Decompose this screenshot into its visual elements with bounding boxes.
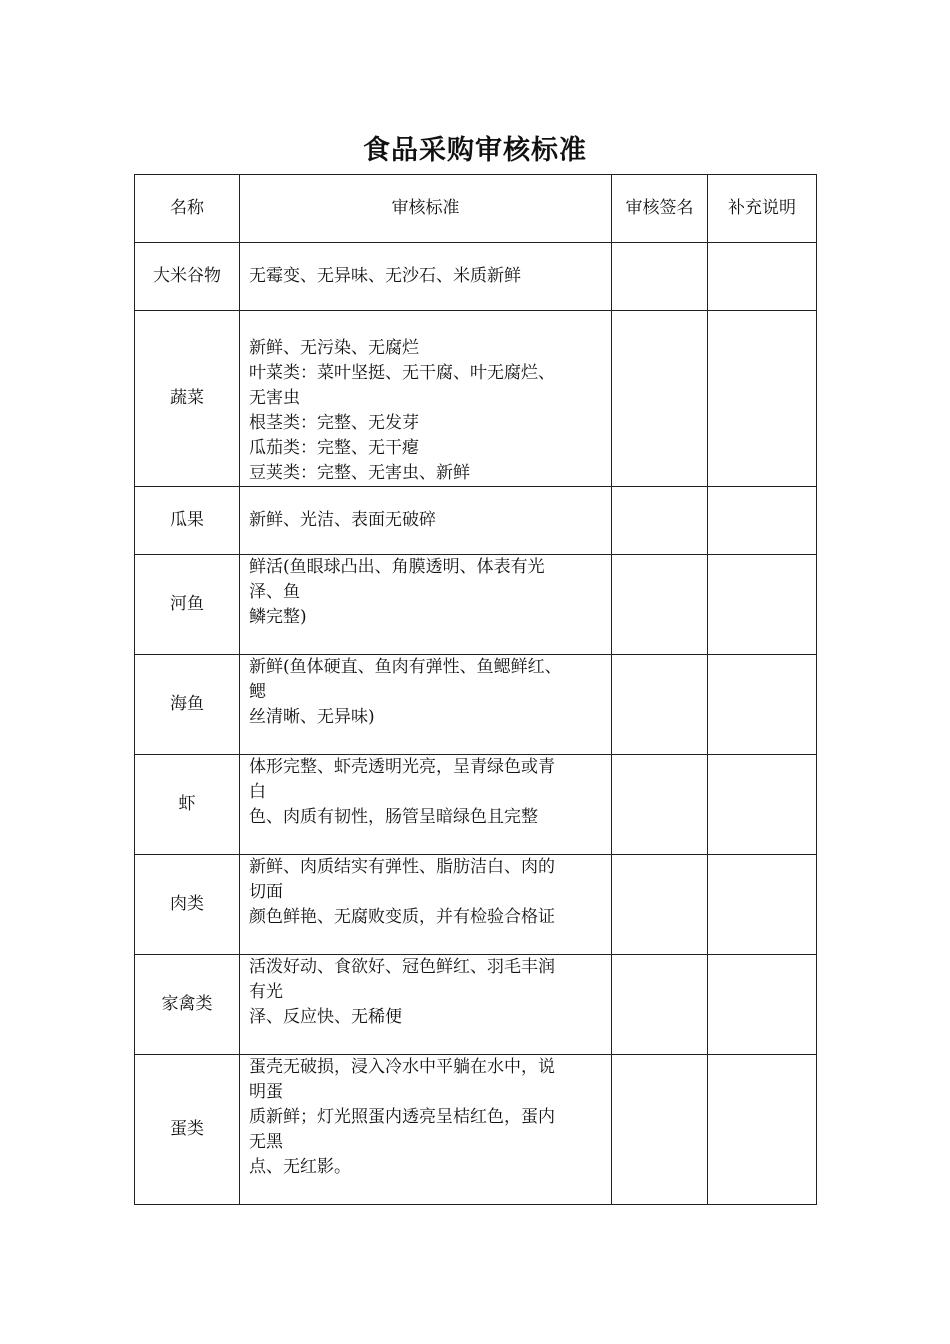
row-standard xyxy=(240,755,612,855)
table-row xyxy=(135,955,817,1055)
table-row xyxy=(135,855,817,955)
signature-cell[interactable] xyxy=(612,243,708,311)
row-standard xyxy=(240,855,612,955)
standard-line: 白 xyxy=(249,782,266,802)
header-note: 补充说明 xyxy=(708,175,817,243)
standard-line: 泽、反应快、无稀便 xyxy=(249,1007,402,1027)
table-row xyxy=(135,755,817,855)
note-cell[interactable] xyxy=(708,955,817,1055)
standard-line: 根茎类：完整、无发芽 xyxy=(249,413,419,433)
standard-line: 体形完整、虾壳透明光亮，呈青绿色或青 xyxy=(249,757,555,777)
standard-line: 泽、鱼 xyxy=(249,582,300,602)
standard-line: 新鲜、光洁、表面无破碎 xyxy=(249,510,436,530)
note-cell[interactable] xyxy=(708,555,817,655)
standard-line: 新鲜、肉质结实有弹性、脂肪洁白、肉的 xyxy=(249,857,555,877)
signature-cell[interactable] xyxy=(612,487,708,555)
signature-cell[interactable] xyxy=(612,1055,708,1205)
standard-line: 切面 xyxy=(249,882,283,902)
signature-cell[interactable] xyxy=(612,755,708,855)
standard-line: 有光 xyxy=(249,982,283,1002)
standard-line: 质新鲜；灯光照蛋内透亮呈桔红色，蛋内 xyxy=(249,1107,555,1127)
page-title: 食品采购审核标准 xyxy=(363,135,587,166)
note-cell[interactable] xyxy=(708,655,817,755)
standard-line: 叶菜类：菜叶坚挺、无干腐、叶无腐烂、 xyxy=(249,363,555,383)
note-cell[interactable] xyxy=(708,243,817,311)
standard-line: 色、肉质有韧性，肠管呈暗绿色且完整 xyxy=(249,807,538,827)
note-cell[interactable] xyxy=(708,755,817,855)
standard-line: 瓜茄类：完整、无干瘪 xyxy=(249,438,419,458)
table-row xyxy=(135,311,817,487)
standard-line: 丝清晰、无异味) xyxy=(249,707,375,727)
table-header-row xyxy=(135,175,817,243)
note-cell[interactable] xyxy=(708,1055,817,1205)
standard-line: 新鲜、无污染、无腐烂 xyxy=(249,338,419,358)
note-cell[interactable] xyxy=(708,855,817,955)
table-row xyxy=(135,487,817,555)
row-name: 家禽类 xyxy=(135,955,240,1055)
standard-line: 鲜活(鱼眼球凸出、角膜透明、体表有光 xyxy=(249,557,545,577)
row-name: 肉类 xyxy=(135,855,240,955)
header-standard: 审核标准 xyxy=(240,175,612,243)
signature-cell[interactable] xyxy=(612,655,708,755)
table-row xyxy=(135,1055,817,1205)
standard-line: 鳃 xyxy=(249,682,266,702)
signature-cell[interactable] xyxy=(612,955,708,1055)
row-name: 瓜果 xyxy=(135,487,240,555)
row-standard xyxy=(240,655,612,755)
audit-standard-table xyxy=(134,174,817,1205)
row-name: 蛋类 xyxy=(135,1055,240,1205)
row-standard xyxy=(240,555,612,655)
row-standard xyxy=(240,955,612,1055)
standard-line: 蛋壳无破损，浸入冷水中平躺在水中，说 xyxy=(249,1057,555,1077)
row-name: 河鱼 xyxy=(135,555,240,655)
standard-line: 无黑 xyxy=(249,1132,283,1152)
row-standard xyxy=(240,243,612,311)
row-standard xyxy=(240,311,612,487)
header-signature: 审核签名 xyxy=(612,175,708,243)
signature-cell[interactable] xyxy=(612,555,708,655)
standard-line: 颜色鲜艳、无腐败变质，并有检验合格证 xyxy=(249,907,555,927)
row-name: 虾 xyxy=(135,755,240,855)
row-name: 大米谷物 xyxy=(135,243,240,311)
standard-line: 活泼好动、食欲好、冠色鲜红、羽毛丰润 xyxy=(249,957,555,977)
standard-line: 明蛋 xyxy=(249,1082,283,1102)
row-standard xyxy=(240,487,612,555)
signature-cell[interactable] xyxy=(612,311,708,487)
standard-line: 鳞完整) xyxy=(249,607,307,627)
standard-line: 点、无红影。 xyxy=(249,1157,351,1177)
row-name: 蔬菜 xyxy=(135,311,240,487)
signature-cell[interactable] xyxy=(612,855,708,955)
note-cell[interactable] xyxy=(708,487,817,555)
header-name: 名称 xyxy=(135,175,240,243)
note-cell[interactable] xyxy=(708,311,817,487)
standard-line: 豆荚类：完整、无害虫、新鲜 xyxy=(249,463,470,483)
table-row xyxy=(135,655,817,755)
table-row xyxy=(135,555,817,655)
row-name: 海鱼 xyxy=(135,655,240,755)
row-standard xyxy=(240,1055,612,1205)
standard-line: 新鲜(鱼体硬直、鱼肉有弹性、鱼鳃鲜红、 xyxy=(249,657,562,677)
standard-line: 无霉变、无异味、无沙石、米质新鲜 xyxy=(249,266,521,286)
table-row xyxy=(135,243,817,311)
standard-line: 无害虫 xyxy=(249,388,300,408)
